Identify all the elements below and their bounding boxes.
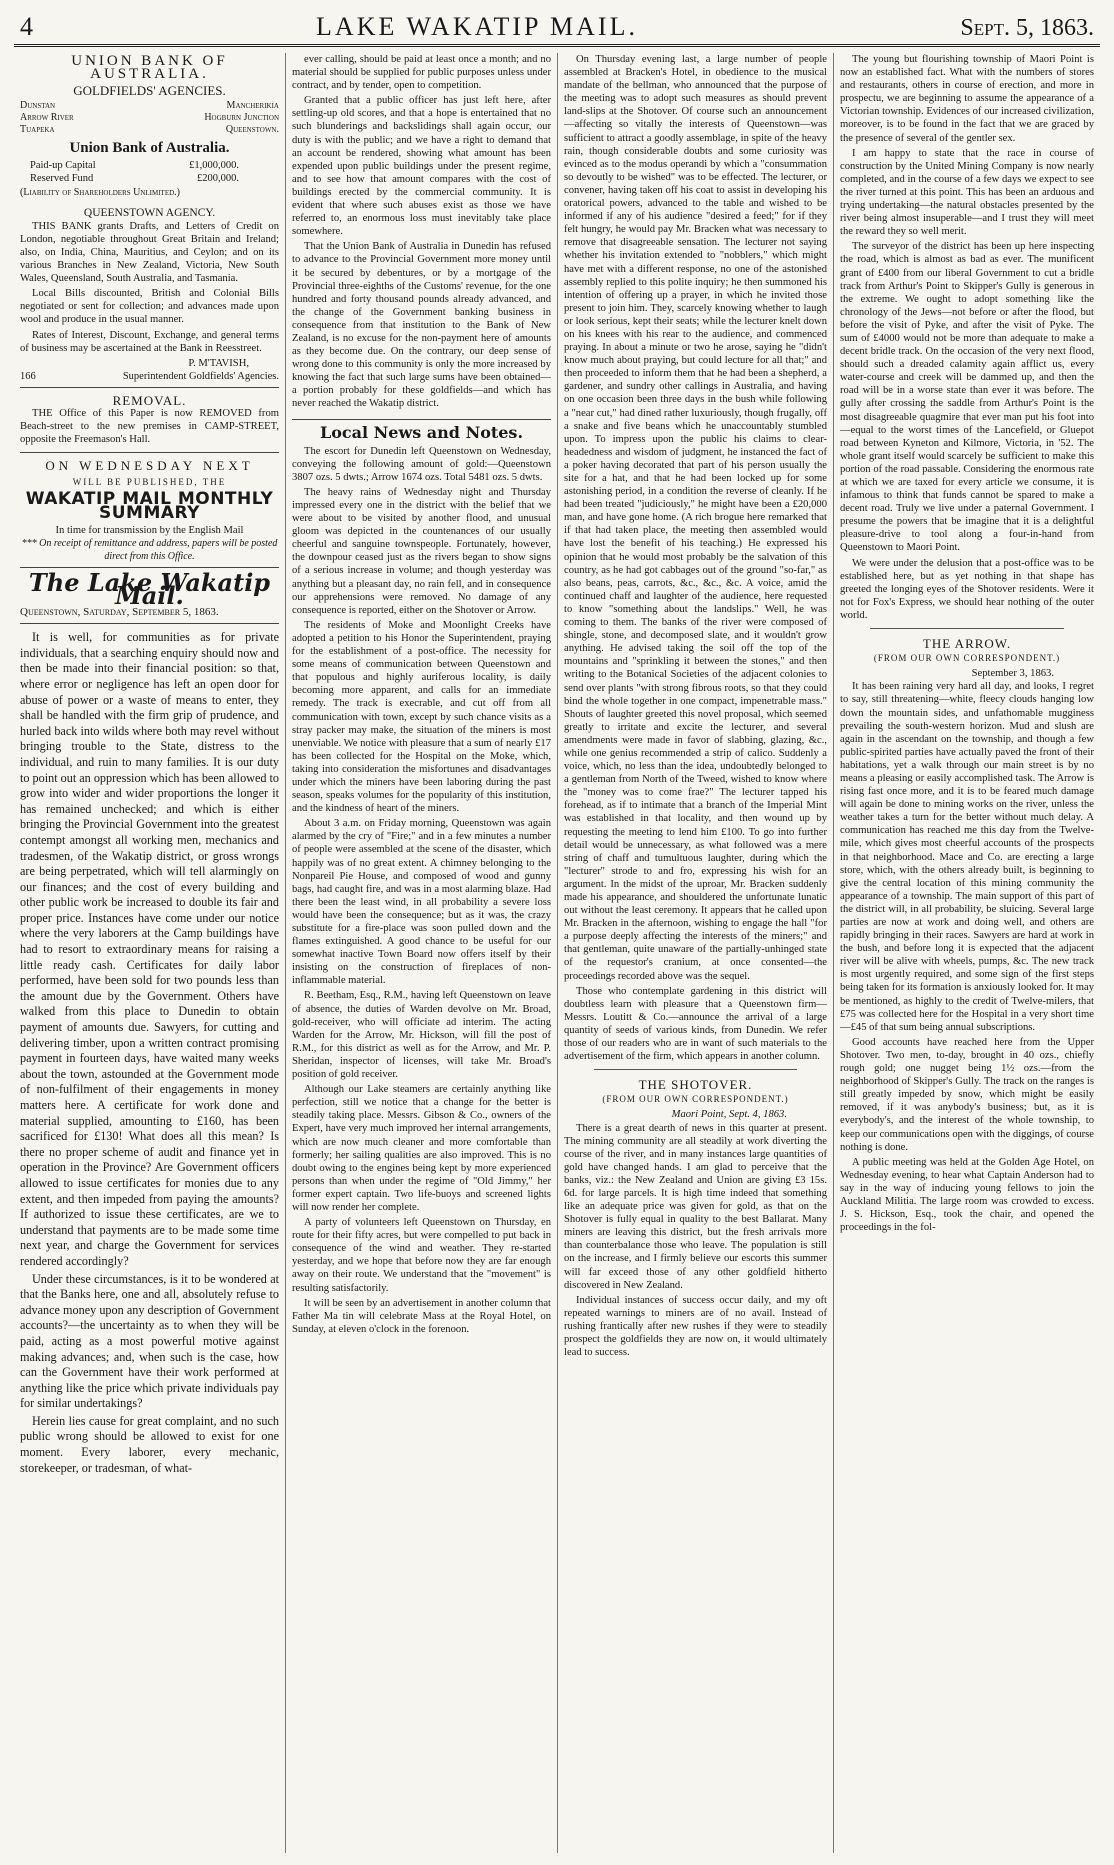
agency-right-0: Mancherikia — [226, 100, 279, 112]
news-meeting: On Thursday evening last, a large number of people assembled at Bracken's Hotel, in obedience to the musical mandate of the bellman, who announced that the purpose of the meeting was to adopt such measures as should prevent land-slips at the Shotover. Of course such an announcement—affecting so vitally the interests of Queenstown—was sufficient to attract a goodly assemblage, in spite of the heavy rain, though considerable doubts and some curiosity was evinced as to the modus operandi by which a "consummation so devoutly to be wished" was to be effected. The lecturer, or convener, having taken off his coat to assist in developing his oratorical powers, advanced to the table and wished to be informed if any of his audience "desired a feed;" for if they felt hungry, he would pay Mr. Bracken what was necessary to remove that disagreeable sensation. The lecturer not saying whether his invitation extended to "nobblers," which might have met with a different response, no one of the astonished assembly replied to this polite inquiry; he then summoned his intention of offering up a prayer, in which he invited those present to join him. They, scarcely knowing whether to laugh or look serious, kept their seats; while the lecturer knelt down on his knees with his rear to the audience, and commenced praying. In about a minute or two he arose, saying he "didn't know much about praying, but could lecture for all that;" and then proceeded to inform them that he had been a shepherd, a gardener, and sundry other callings in Australia, and having on one occasion been three days in the bush while following a "near cut," had dined rather luxuriously, though frugally, off a snake and five beans which he unaccountably stumbled upon. To impress upon the public his claims to clear-headedness and wisdom of judgment, he instanced the fact of a poker having decorated that part of his person usually the site for a hat, and that he had been locked up for some astonishing period, in a condition the reverse of cleanly. If he had been treated "judiciously," he might have been a £20,000 man, and have gone home. (A rich brogue here remarked that if that had taken place, the meeting then assembled would have lost the benefit of his teaching.) He expressed his opinion that he would most probably be the salvation of this country, as he had got cabbages out of the ground "so-far," as also beans, peas, carrots, &c., &c., &c. A voice, amid the continued chaff and laughter of the audience, here requested to know "something about the landslips." Well, he was coming to them. The banks of the river were composed of shingle, stone, and decomposed slate, and it wouldn't grow anything. He advised taking the soil off the top of the mountains and "sprinkling it between the stones," and then writing to the Botanical Societies of the adjacent colonies to send over plants "with strong fibrous roots, so that they could bind the whole together in one compact, impenetrable mass." Shouts of laughter greeted this novel proposal, which seemed greatly to irritate and excite the lecturer, and several amendments were made in favor of slabbing, glazing, &c., while one genius recommended a strip of calico. Suddenly a voice, which, no less than the idea, undoubtedly belonged to a gentleman from North of the Tweed, wished to know where the "money was to come frae?" The lecturer tapped his forehead, as if to intimate that a branch of the Imperial Mint was established in that locality, and then wound up by requesting the meeting to lend him £100. To go into further detail would be unnecessary, as what followed was a mere string of chaff and tumultuous laughter, during which the "lecturer" strode to and fro, expressing his wish for an argument. In the midst of the uproar, Mr. Bracken suddenly made his appearance, and shouldered the unfortunate lunatic out without the least ceremony. It appears that he called upon Mr. Bracken in the afternoon, wishing to engage the hall "for a purpose deeply affecting the interests of the miners;" and that gentleman, quite unaware of the partially-unhinged state of the requestor's cranium, at once consented—the proceedings recorded above was the sequel. — [564, 54, 827, 982]
bank-ad-title: UNION BANK OF AUSTRALIA. — [71, 53, 228, 83]
agency-left-1: Arrow River — [20, 112, 74, 124]
section-local-news: Local News and Notes. — [292, 419, 551, 439]
summary-line-3: WAKATIP MAIL MONTHLY SUMMARY — [25, 489, 274, 523]
ad-number: 166 — [20, 370, 36, 382]
reserved-label: Reserved Fund — [30, 173, 94, 185]
editorial-text — [20, 630, 279, 1476]
news-escort: The escort for Dunedin left Queenstown on Wednesday, conveying the following amount of gold:—Queenstown 3807 ozs. 5 dwts.; Arrow 1674 ozs. Total 5481 ozs. 5 dwts. — [292, 445, 551, 483]
summary-line-1: ON WEDNESDAY NEXT — [45, 458, 254, 474]
arrow-subtitle: (FROM OUR OWN CORRESPONDENT.) — [873, 653, 1061, 664]
masthead — [14, 10, 1100, 47]
news-volunteers: A party of volunteers left Queenstown on Thursday, en route for their fifty acres, but were compelled to put back in consequence of the wind and weather. They re-started yesterday, and we hope that before now they are far enough away on their route. We understand that the "movement" is resulting satisfactorily. — [292, 1217, 551, 1294]
bank-ad-subtitle: GOLDFIELDS' AGENCIES. — [73, 83, 226, 99]
arrow-title: THE ARROW. — [922, 636, 1012, 652]
editorial-cont-p3: That the Union Bank of Australia in Dunedin has refused to advance to the Provincial Government more money until it be secured by debentures, or by a mortgage of the Provincial three-eighths of the Customs' revenue, for the one hundred and forty thousand pounds already advanced, and the change of the Government banking business in consequence from that institution to the Bank of New Zealand, is no excuse for the non-payment here of amounts as they become due. On the contrary, our deep sense of wrong done to this community is only the more increased by knowing the fact that such large sums have been obtained—a portion probably for these goldfields—and which has never reached the Wakatip district. — [292, 241, 551, 410]
news-fire: About 3 a.m. on Friday morning, Queenstown was again alarmed by the cry of "Fire;" and in a few minutes a number of people were assembled at the scene of the disaster, which happily was of no great extent. A chimney belonging to the Nonpareil Pie House, and composed of wood and gunny bags, had caught fire, and was in a most alarming blaze. Had there been the least wind, in all probability a severe loss would have been the consequence; but as it was, the crazy substitute for a fire-place was soon pulled down and the flames extinguished. A good chance to be useful for our somewhat inactive Town Board now offers itself by their insisting on the construction of fireplaces of non-inflammable material. — [292, 818, 551, 987]
issue-date: Sept. 5, 1863. — [960, 15, 1094, 41]
editorial-p1: It is well, for communities as for private individuals, that a searching enquiry should now and then be made into their financial position: so that, where error or negligence has left an open door for abuse of power or a waste of means to enter, they shall be handled with the firm grip of prudence, and hurled back into wilds where both may revel without bringing trouble to the State, distress to the individual, and ruin to many families. It is our duty to point out an oppression which has been allowed to grow into wider and wider proportions the longer it has remained unchecked; and which is either bringing the Provincial Government into the greatest contempt amongst all working men, mechanics and tradesmen, of the Wakatip district, or gross wrongs are being perpetrated, which will tell alarmingly on our finances; and the cost of every building and other public work be increased to double its fair and proper price. Instances have come under our notice where the very laborers at the Camp buildings have had to resort to extraordinary means for raising a little ready cash. Certificates for daily labor performed, have been sold for two pounds less than the amount due by the Government. Others have walked from this place to Dunedin to obtain payment of amounts due. Sawyers, for cutting and delivering timber, upon a written contract promising payment in fourteen days, have waited many weeks about the town, astounded at the Government mode of non-fulfilment of their engagements in money matters here. A certificate for work done and material supplied, amounting to £160, has been sacrificed for £130! What does all this mean? Is there no proper scheme of audit and finance yet in operation in the Province? Are Government officers allowed to issue certificates for monies due to any extent, and then impeded from paying the amounts? If authorized to issue these certificates, are we to understand that payments are to be made some time next year, and charge the Government for services rendered accordingly? — [20, 630, 279, 1268]
removal-notice — [20, 394, 279, 453]
signer-title: Superintendent Goldfields' Agencies. — [122, 370, 279, 382]
bank-heading: Union Bank of Australia. — [69, 140, 230, 157]
summary-line-2: WILL BE PUBLISHED, THE — [72, 477, 227, 488]
shotover-p3: The young but flourishing township of Maori Point is now an established fact. What with the numbers of stores and restaurants, others in course of erection, and more in prospectu, we are beginning to assume the appearance of a Victorian township. Evidences of our increased civilization, moreover, is to be found in the fact that we are graced by the presence of several of the gentler sex. — [840, 54, 1094, 144]
summary-notice — [20, 459, 279, 568]
editorial-cont-p1: ever calling, should be paid at least once a month; and no material should be supplied for public purposes unless under contract, and by tender, open to competition. — [292, 54, 551, 92]
arrow-p1: It has been raining very hard all day, and looks, I regret to say, still threatening—white, fleecy clouds hanging low down the mountain sides, and unfathomable mugginess prevailing the south-western horizon. Mud and slush are again in the ascendant on the township, and though a few public-spirited parties have actually paved the front of their habitations, yet a walk through our main street is by no means a pleasing or easily accomplished task. The Arrow is rising fast once more, and it is to be feared much damage will again be done to mining works on the river, unless the weather takes a turn for the better without much delay. A communication has reached me this day from the Twelve-mile, which gives most cheerful accounts of the prospects in that neighborhood. Mace and Co. are erecting a large store, which, with the others already built, is beginning to give the central location of this mining community the appearance of a township. The main support of this part of the district will, in all probability, be sluicing. Several large parties are now at work and doing well, and others are rapidly bringing in their races. Sawyers are hard at work in the bush, and before long it is expected that the adjacent river will be alive with wheels, pumps, &c. The new track is most urgently required, and some sign of the first steps being taken for its formation is anxiously looked for. It may be mentioned, as highly to the credit of Twelve-milers, that £75 was collected here for the Hospital in a very short time—£45 of that sum being annual subscriptions. — [840, 681, 1094, 1033]
arrow-p2: Good accounts have reached here from the Upper Shotover. Two men, to-day, brought in 40 ozs., chiefly rough gold; one nugget being 1½ ozs.—from the neighborhood of Skipper's Gully. The track on the ranges is still greatly impeded by snow, which might be easily removed, if it was anybody's business; but, as it is everybody's, and the interest of the whole township, to keep our communications open with the diggings, of course nothing is done. — [840, 1036, 1094, 1153]
reserved-fund — [20, 172, 279, 185]
paid-up-value: £1,000,000. — [189, 160, 239, 172]
editorial-dateline: Queenstown, Saturday, September 5, 1863. — [20, 606, 279, 624]
agency-heading: QUEENSTOWN AGENCY. — [83, 206, 216, 219]
shotover-subtitle: (FROM OUR OWN CORRESPONDENT.) — [602, 1094, 789, 1105]
paper-name: The Lake Wakatip Mail. — [28, 567, 271, 610]
news-mass: It will be seen by an advertisement in another column that Father Ma tin will celebrate Mass at the Royal Hotel, on Sunday, at eleven o'clock in the forenoon. — [292, 1297, 551, 1335]
news-moke: The residents of Moke and Moonlight Creeks have adopted a petition to his Honor the Superintendent, praying for the establishment of a post-office. The necessity for some means of communication between Queenstown and that populous and highly auriferous locality, is daily becoming more apparent, and calls for an immediate remedy. The track is execrable, and cut off from all communication with town, except by such chance visits as a stray packer may make, the situation of the miners is most unenviable. We notice with pleasure that a sum of nearly £17 has been collected for the Hospital on the Moke, which, taking into consideration the misfortunes and disadvantages under which the miners have been laboring during the past season, speaks volumes for the popularity of this institution, and the kindness of heart of the miners. — [292, 619, 551, 815]
news-steamers: Although our Lake steamers are certainly anything like perfection, still we notice that a change for the better is steadily taking place. Messrs. Gibson & Co., owners of the Expert, have very much improved her internal arrangements, which are now much cleaner and more comfortable than formerly; her sailing qualities are also improved. This is no doubt owing to the engines being kept by more experienced persons than when under the regime of "Old Jimmy," her former expert captain. Two life-buoys and screened lights will now render her complete. — [292, 1084, 551, 1213]
bank-body-1: THIS BANK grants Drafts, and Letters of Credit on London, negotiable throughout Great Britain and Ireland; also, on India, China, Mauritius, and Ceylon; and on its various Branches in New Zealand, Victoria, New South Wales, Queensland, South Australia, and Tasmania. — [20, 220, 279, 285]
column-3 — [558, 53, 834, 1853]
editorial-p2: Under these circumstances, is it to be wondered at that the Banks here, one and all, absolutely refuse to advance money upon any description of Government accounts?—the uncertainty as to when they will be paid, acting as a most powerful motive against making advances; and, when such is the case, how can the Government have their work performed at anything like the price which private individuals pay for similar undertakings? — [20, 1271, 279, 1411]
page-number: 4 — [20, 12, 33, 41]
paid-up-label: Paid-up Capital — [30, 160, 96, 172]
shotover-p6: We were under the delusion that a post-office was to be established here, but as yet nothing in that shape has greeted the longing eyes of the Shotover residents. Were it not for Fox's Express, we should hear nothing of the outer world. — [840, 557, 1094, 621]
agency-right-2: Queenstown. — [225, 124, 279, 136]
divider — [870, 628, 1064, 629]
arrow-date: September 3, 1863. — [971, 668, 1054, 680]
removal-title: REMOVAL. — [112, 392, 187, 408]
agency-left-2: Tuapeka — [20, 124, 55, 136]
shotover-p2: Individual instances of success occur daily, and my oft repeated warnings to miners are of no avail. Instead of rushing frantically after new rushes if they were to steadily prospect the goldfields they are now on, it would ultimately lead to success. — [564, 1294, 827, 1359]
summary-line-5: *** On receipt of remittance and address, papers will be posted direct from this Office. — [21, 537, 278, 562]
signer-line — [20, 370, 279, 383]
agency-right-1: Hogburn Junction — [204, 112, 279, 124]
editorial-p3: Herein lies cause for great complaint, and no such public wrong should be allowed to exist for one moment. Every laborer, every mechanic, storekeeper, or tradesman, of what- — [20, 1413, 279, 1475]
newspaper-title: LAKE WAKATIP MAIL. — [316, 12, 638, 41]
paid-up-capital — [20, 159, 279, 172]
arrow-p3: A public meeting was held at the Golden Age Hotel, on Wednesday evening, to hear what Captain Anderson had to say in the way of inducing young fellows to join the Auckland Militia. The large room was crowded to excess. J. S. Hickson, Esq., took the chair, and opened the proceedings in the fol- — [840, 1156, 1094, 1234]
shotover-date: Maori Point, Sept. 4, 1863. — [671, 1109, 787, 1121]
shotover-p4: I am happy to state that the race in course of construction by the United Mining Company is now nearly completed, and in the course of a few days we expect to see the river turned at this point. This has been an arduous and trying undertaking—the natural obstacles presented by the river being almost insuperable—and I trust they will meet the reward they so well merit. — [840, 147, 1094, 238]
news-seeds: Those who contemplate gardening in this district will doubtless learn with pleasure that a Queenstown firm—Messrs. Loutitt & Co.—announce the arrival of a large quantity of seeds of various kinds, from Dunedin. We refer those of our readers who are in want of such materials to the advertisement of the firm, which appears in another column. — [564, 985, 827, 1063]
shotover-title: THE SHOTOVER. — [638, 1077, 753, 1093]
summary-line-4: In time for transmission by the English Mail — [55, 524, 244, 536]
columns — [14, 53, 1100, 1853]
agency-list — [20, 100, 279, 136]
column-2 — [286, 53, 558, 1853]
column-4 — [834, 53, 1100, 1853]
bank-body-2: Local Bills discounted, British and Colonial Bills negotiated or sent for collection; and advances made upon wool and produce in the usual manner. — [20, 288, 279, 326]
shotover-p1: There is a great dearth of news in this quarter at present. The mining community are all steadily at work diverting the course of the river, and in many instances large quantities of gold have changed hands. I am glad to perceive that the banks, viz.: the New Zealand and Union are giving £3 15s. 6d. for large parcels. It is high time indeed that something like an adequate price was given for gold, as that on the Shotover is fully equal in quality to the best Ballarat. Many miners are leaving this district, but the fresh arrivals more than counterbalance those who leave. The population is still on the increase, and I firmly believe our escorts this summer will far exceed those of any other goldfield hitherto discovered in New Zealand. — [564, 1122, 827, 1291]
reserved-value: £200,000. — [197, 173, 239, 185]
bank-signer: P. M'TAVISH, — [188, 357, 249, 369]
news-rains: The heavy rains of Wednesday night and Thursday impressed every one in the district with the belief that we were about to be visited by another flood, and unusual gloom was depicted in the countenances of our usually cheerful and sanguine townspeople. Fortunately, however, the downpour ceased just as the rivers began to show signs of a serious increase in volume; and though yesterday was anything but a pleasant day, no rain fell, and in consequence our apprehensions were removed. No damage of any consequence is reported, either on the Shotover or Arrow. — [292, 486, 551, 616]
removal-body: THE Office of this Paper is now REMOVED from Beach-street to the new premises in CAMP-STREET, opposite the Freemason's Hall. — [20, 407, 279, 446]
liability-note: (Liability of Shareholders Unlimited.) — [20, 186, 180, 198]
divider — [594, 1069, 797, 1070]
editorial-cont-p2: Granted that a public officer has just left here, after settling-up old scores, and that a hope is entertained that no such blunderings and backslidings shall again occur, our duty is with the public; and we have a right to demand that an account be rendered, showing what amount has been expended upon public buildings under the present regime, and to see how that amount compares with the cost of buildings erected by the commercial community. It is evident that where such abuses exist as those we have referred to, an enormous loss must inevitably take place somewhere. — [292, 95, 551, 238]
column-1 — [14, 53, 286, 1853]
shotover-p5: The surveyor of the district has been up here inspecting the road, which is almost as bad as ever. The munificent grant of £400 from our liberal Government to cut a bridle track from Arthur's Point to Skipper's Gully is generous in the extreme. We ought to adopt something like the chronology of the Jews—not before or after the flood, but before the visit of Pyke, and after the visit of Pyke. The sum of £4000 would not be more than adequate to make a decent bridle track. On the occasion of the very next flood, should such a dreaded calamity again afflict us, every water-course and creek will be dammed up, and then the road will be in a worse state than ever it was before. The gully after crossing the saddle from Arthur's Point is the most disagreeable quagmire that ever man put his foot into—equal to the worst times of the Lancefield, or Gluepot road between Kyneton and Kilmore, Victoria, in '52. The whole grant itself would scarcely be sufficient to make this portion of the road passable. Considering the enormous rate at which we are taxed for every article we consume, it is infamous to think that funds cannot be spared to make a decent road. Truly we live under a paternal Government. I presume the powers that be imagine that it is a delightful pleasure-drive to tool along a four-in-hand from Queenstown to Maori Point. — [840, 241, 1094, 554]
news-warden: R. Beetham, Esq., R.M., having left Queenstown on leave of absence, the duties of Warden devolve on Mr. Broad, gold-receiver, who will officiate ad interim. The acting Warden for the Arrow, Mr. Hickson, will fill the post of R.M., for this district as well as for the Arrow, and Mr. P. Sheridan, inspector of licenses, will take Mr. Broad's position of gold receiver. — [292, 990, 551, 1081]
agency-left-0: Dunstan — [20, 100, 56, 112]
bank-body-3: Rates of Interest, Discount, Exchange, and general terms of business may be ascertained at the Bank in Reesstreet. — [20, 329, 279, 354]
bank-advertisement — [20, 55, 279, 388]
